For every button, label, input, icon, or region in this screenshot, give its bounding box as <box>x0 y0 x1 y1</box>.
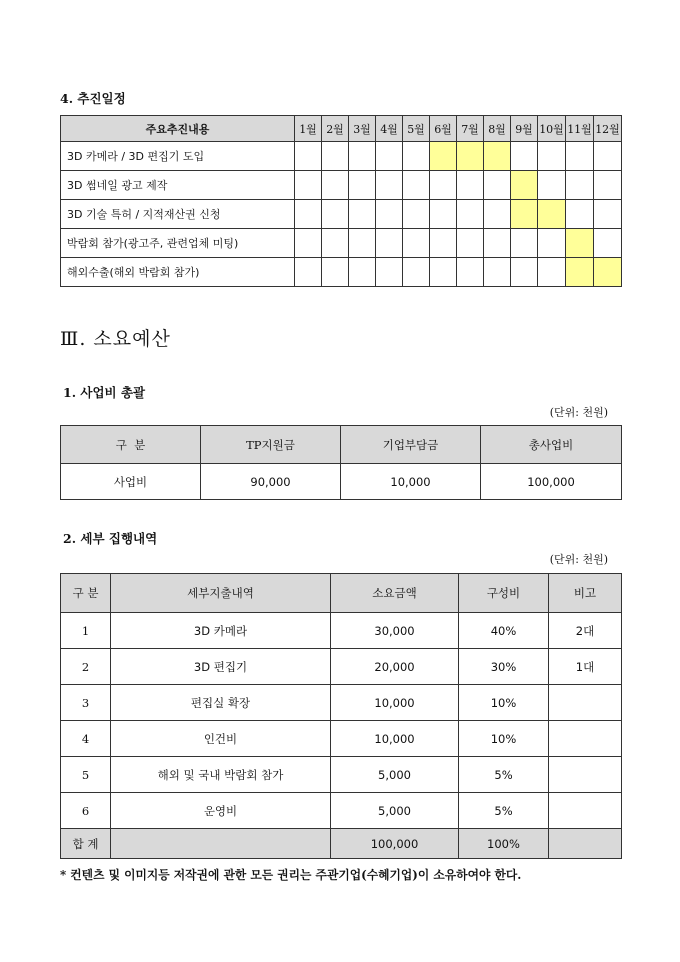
schedule-cell <box>322 229 349 258</box>
month-header: 11월 <box>566 116 594 142</box>
schedule-cell-active <box>457 142 484 171</box>
schedule-cell <box>511 142 538 171</box>
detail-item-cell: 인건비 <box>111 721 331 757</box>
detail-amount-cell: 5,000 <box>331 757 459 793</box>
schedule-cell <box>484 200 511 229</box>
schedule-task-label: 3D 기술 특허 / 지적재산권 신청 <box>61 200 295 229</box>
schedule-cell <box>403 200 430 229</box>
schedule-cell <box>295 142 322 171</box>
schedule-cell <box>566 171 594 200</box>
schedule-cell <box>295 258 322 287</box>
schedule-cell <box>403 258 430 287</box>
detail-note-cell <box>549 757 622 793</box>
detail-note-cell: 2대 <box>549 613 622 649</box>
schedule-cell <box>403 171 430 200</box>
schedule-cell-active <box>538 200 566 229</box>
schedule-cell <box>322 200 349 229</box>
schedule-cell <box>376 142 403 171</box>
detail-item-cell: 3D 카메라 <box>111 613 331 649</box>
schedule-cell <box>457 258 484 287</box>
schedule-cell <box>349 200 376 229</box>
task-column-header: 주요추진내용 <box>61 116 295 142</box>
detail-no-cell: 4 <box>61 721 111 757</box>
schedule-cell-active <box>566 258 594 287</box>
schedule-cell <box>594 229 622 258</box>
schedule-cell <box>349 229 376 258</box>
detail-item-cell: 편집실 확장 <box>111 685 331 721</box>
schedule-cell <box>430 229 457 258</box>
detail-header-row <box>61 574 622 613</box>
summary-data-row <box>61 464 622 500</box>
detail-row <box>61 613 622 649</box>
summary-header-cell: 총사업비 <box>481 426 622 464</box>
schedule-cell-active <box>511 200 538 229</box>
summary-table <box>60 425 622 500</box>
detail-row <box>61 685 622 721</box>
schedule-cell <box>484 229 511 258</box>
detail-ratio-cell: 30% <box>459 649 549 685</box>
detail-amount-cell: 20,000 <box>331 649 459 685</box>
detail-item-cell: 3D 편집기 <box>111 649 331 685</box>
detail-ratio-cell: 10% <box>459 685 549 721</box>
detail-header-cell: 비고 <box>549 574 622 613</box>
schedule-cell <box>511 229 538 258</box>
detail-note-cell: 1대 <box>549 649 622 685</box>
schedule-cell <box>538 171 566 200</box>
month-header: 9월 <box>511 116 538 142</box>
detail-header-cell: 소요금액 <box>331 574 459 613</box>
schedule-cell <box>538 229 566 258</box>
schedule-cell <box>403 142 430 171</box>
schedule-cell-active <box>484 142 511 171</box>
detail-heading: 2. 세부 집행내역 <box>63 531 158 546</box>
detail-no-cell: 6 <box>61 793 111 829</box>
detail-header-cell: 구성비 <box>459 574 549 613</box>
detail-header-cell: 세부지출내역 <box>111 574 331 613</box>
detail-note-cell <box>549 829 622 859</box>
schedule-heading: 4. 추진일정 <box>60 91 126 106</box>
schedule-cell <box>322 171 349 200</box>
schedule-row <box>61 200 622 229</box>
schedule-task-label: 3D 썸네일 광고 제작 <box>61 171 295 200</box>
summary-header-row <box>61 426 622 464</box>
schedule-task-label: 해외수출(해외 박람회 참가) <box>61 258 295 287</box>
detail-item-cell: 운영비 <box>111 793 331 829</box>
schedule-cell-active <box>511 171 538 200</box>
detail-no-cell: 2 <box>61 649 111 685</box>
schedule-row <box>61 142 622 171</box>
detail-unit-label: (단위: 천원) <box>549 553 608 566</box>
detail-row <box>61 721 622 757</box>
summary-cell: 90,000 <box>201 464 341 500</box>
schedule-cell <box>376 258 403 287</box>
copyright-footnote: * 컨텐츠 및 이미지등 저작권에 관한 모든 권리는 주관기업(수혜기업)이 소유하여야 한다. <box>60 868 522 882</box>
detail-row <box>61 649 622 685</box>
schedule-cell <box>349 171 376 200</box>
schedule-cell <box>430 200 457 229</box>
summary-header-cell: TP지원금 <box>201 426 341 464</box>
detail-amount-cell: 5,000 <box>331 793 459 829</box>
schedule-table <box>60 115 622 287</box>
detail-amount-cell: 30,000 <box>331 613 459 649</box>
detail-row <box>61 757 622 793</box>
schedule-row <box>61 171 622 200</box>
summary-cell: 100,000 <box>481 464 622 500</box>
schedule-cell <box>403 229 430 258</box>
schedule-row <box>61 229 622 258</box>
schedule-cell <box>376 200 403 229</box>
detail-item-cell: 해외 및 국내 박람회 참가 <box>111 757 331 793</box>
schedule-cell <box>376 229 403 258</box>
detail-ratio-cell: 5% <box>459 757 549 793</box>
schedule-row <box>61 258 622 287</box>
detail-note-cell <box>549 721 622 757</box>
schedule-cell <box>594 142 622 171</box>
detail-ratio-cell: 40% <box>459 613 549 649</box>
detail-table <box>60 573 622 859</box>
month-header: 12월 <box>594 116 622 142</box>
month-header: 8월 <box>484 116 511 142</box>
detail-amount-cell: 100,000 <box>331 829 459 859</box>
schedule-cell <box>349 142 376 171</box>
summary-header-cell: 구 분 <box>61 426 201 464</box>
schedule-cell <box>538 258 566 287</box>
schedule-cell-active <box>566 229 594 258</box>
schedule-cell <box>322 258 349 287</box>
summary-cell: 사업비 <box>61 464 201 500</box>
schedule-cell <box>484 171 511 200</box>
budget-section-title: Ⅲ. 소요예산 <box>60 328 171 350</box>
detail-note-cell <box>549 685 622 721</box>
schedule-cell <box>430 171 457 200</box>
schedule-cell <box>457 171 484 200</box>
detail-no-cell: 5 <box>61 757 111 793</box>
schedule-cell <box>295 229 322 258</box>
schedule-cell <box>594 171 622 200</box>
schedule-cell <box>457 200 484 229</box>
schedule-cell <box>457 229 484 258</box>
month-header: 7월 <box>457 116 484 142</box>
schedule-task-label: 3D 카메라 / 3D 편집기 도입 <box>61 142 295 171</box>
schedule-cell <box>295 200 322 229</box>
detail-amount-cell: 10,000 <box>331 685 459 721</box>
detail-total-row <box>61 829 622 859</box>
schedule-cell <box>322 142 349 171</box>
detail-header-cell: 구 분 <box>61 574 111 613</box>
summary-cell: 10,000 <box>341 464 481 500</box>
detail-item-cell <box>111 829 331 859</box>
month-header: 2월 <box>322 116 349 142</box>
total-label: 합 계 <box>61 829 111 859</box>
schedule-header-row <box>61 116 622 142</box>
schedule-cell <box>566 200 594 229</box>
month-header: 10월 <box>538 116 566 142</box>
detail-ratio-cell: 5% <box>459 793 549 829</box>
detail-ratio-cell: 100% <box>459 829 549 859</box>
schedule-cell <box>430 258 457 287</box>
summary-unit-label: (단위: 천원) <box>549 406 608 419</box>
schedule-cell <box>376 171 403 200</box>
month-header: 4월 <box>376 116 403 142</box>
summary-heading: 1. 사업비 총괄 <box>63 385 146 400</box>
schedule-cell <box>484 258 511 287</box>
schedule-cell <box>594 200 622 229</box>
month-header: 6월 <box>430 116 457 142</box>
schedule-cell <box>538 142 566 171</box>
detail-no-cell: 3 <box>61 685 111 721</box>
detail-amount-cell: 10,000 <box>331 721 459 757</box>
detail-no-cell: 1 <box>61 613 111 649</box>
schedule-task-label: 박람회 참가(광고주, 관련업체 미팅) <box>61 229 295 258</box>
summary-header-cell: 기업부담금 <box>341 426 481 464</box>
detail-note-cell <box>549 793 622 829</box>
detail-ratio-cell: 10% <box>459 721 549 757</box>
month-header: 3월 <box>349 116 376 142</box>
month-header: 5월 <box>403 116 430 142</box>
schedule-cell <box>295 171 322 200</box>
schedule-cell-active <box>594 258 622 287</box>
schedule-cell <box>511 258 538 287</box>
schedule-cell <box>349 258 376 287</box>
detail-row <box>61 793 622 829</box>
month-header: 1월 <box>295 116 322 142</box>
schedule-cell <box>566 142 594 171</box>
schedule-cell-active <box>430 142 457 171</box>
